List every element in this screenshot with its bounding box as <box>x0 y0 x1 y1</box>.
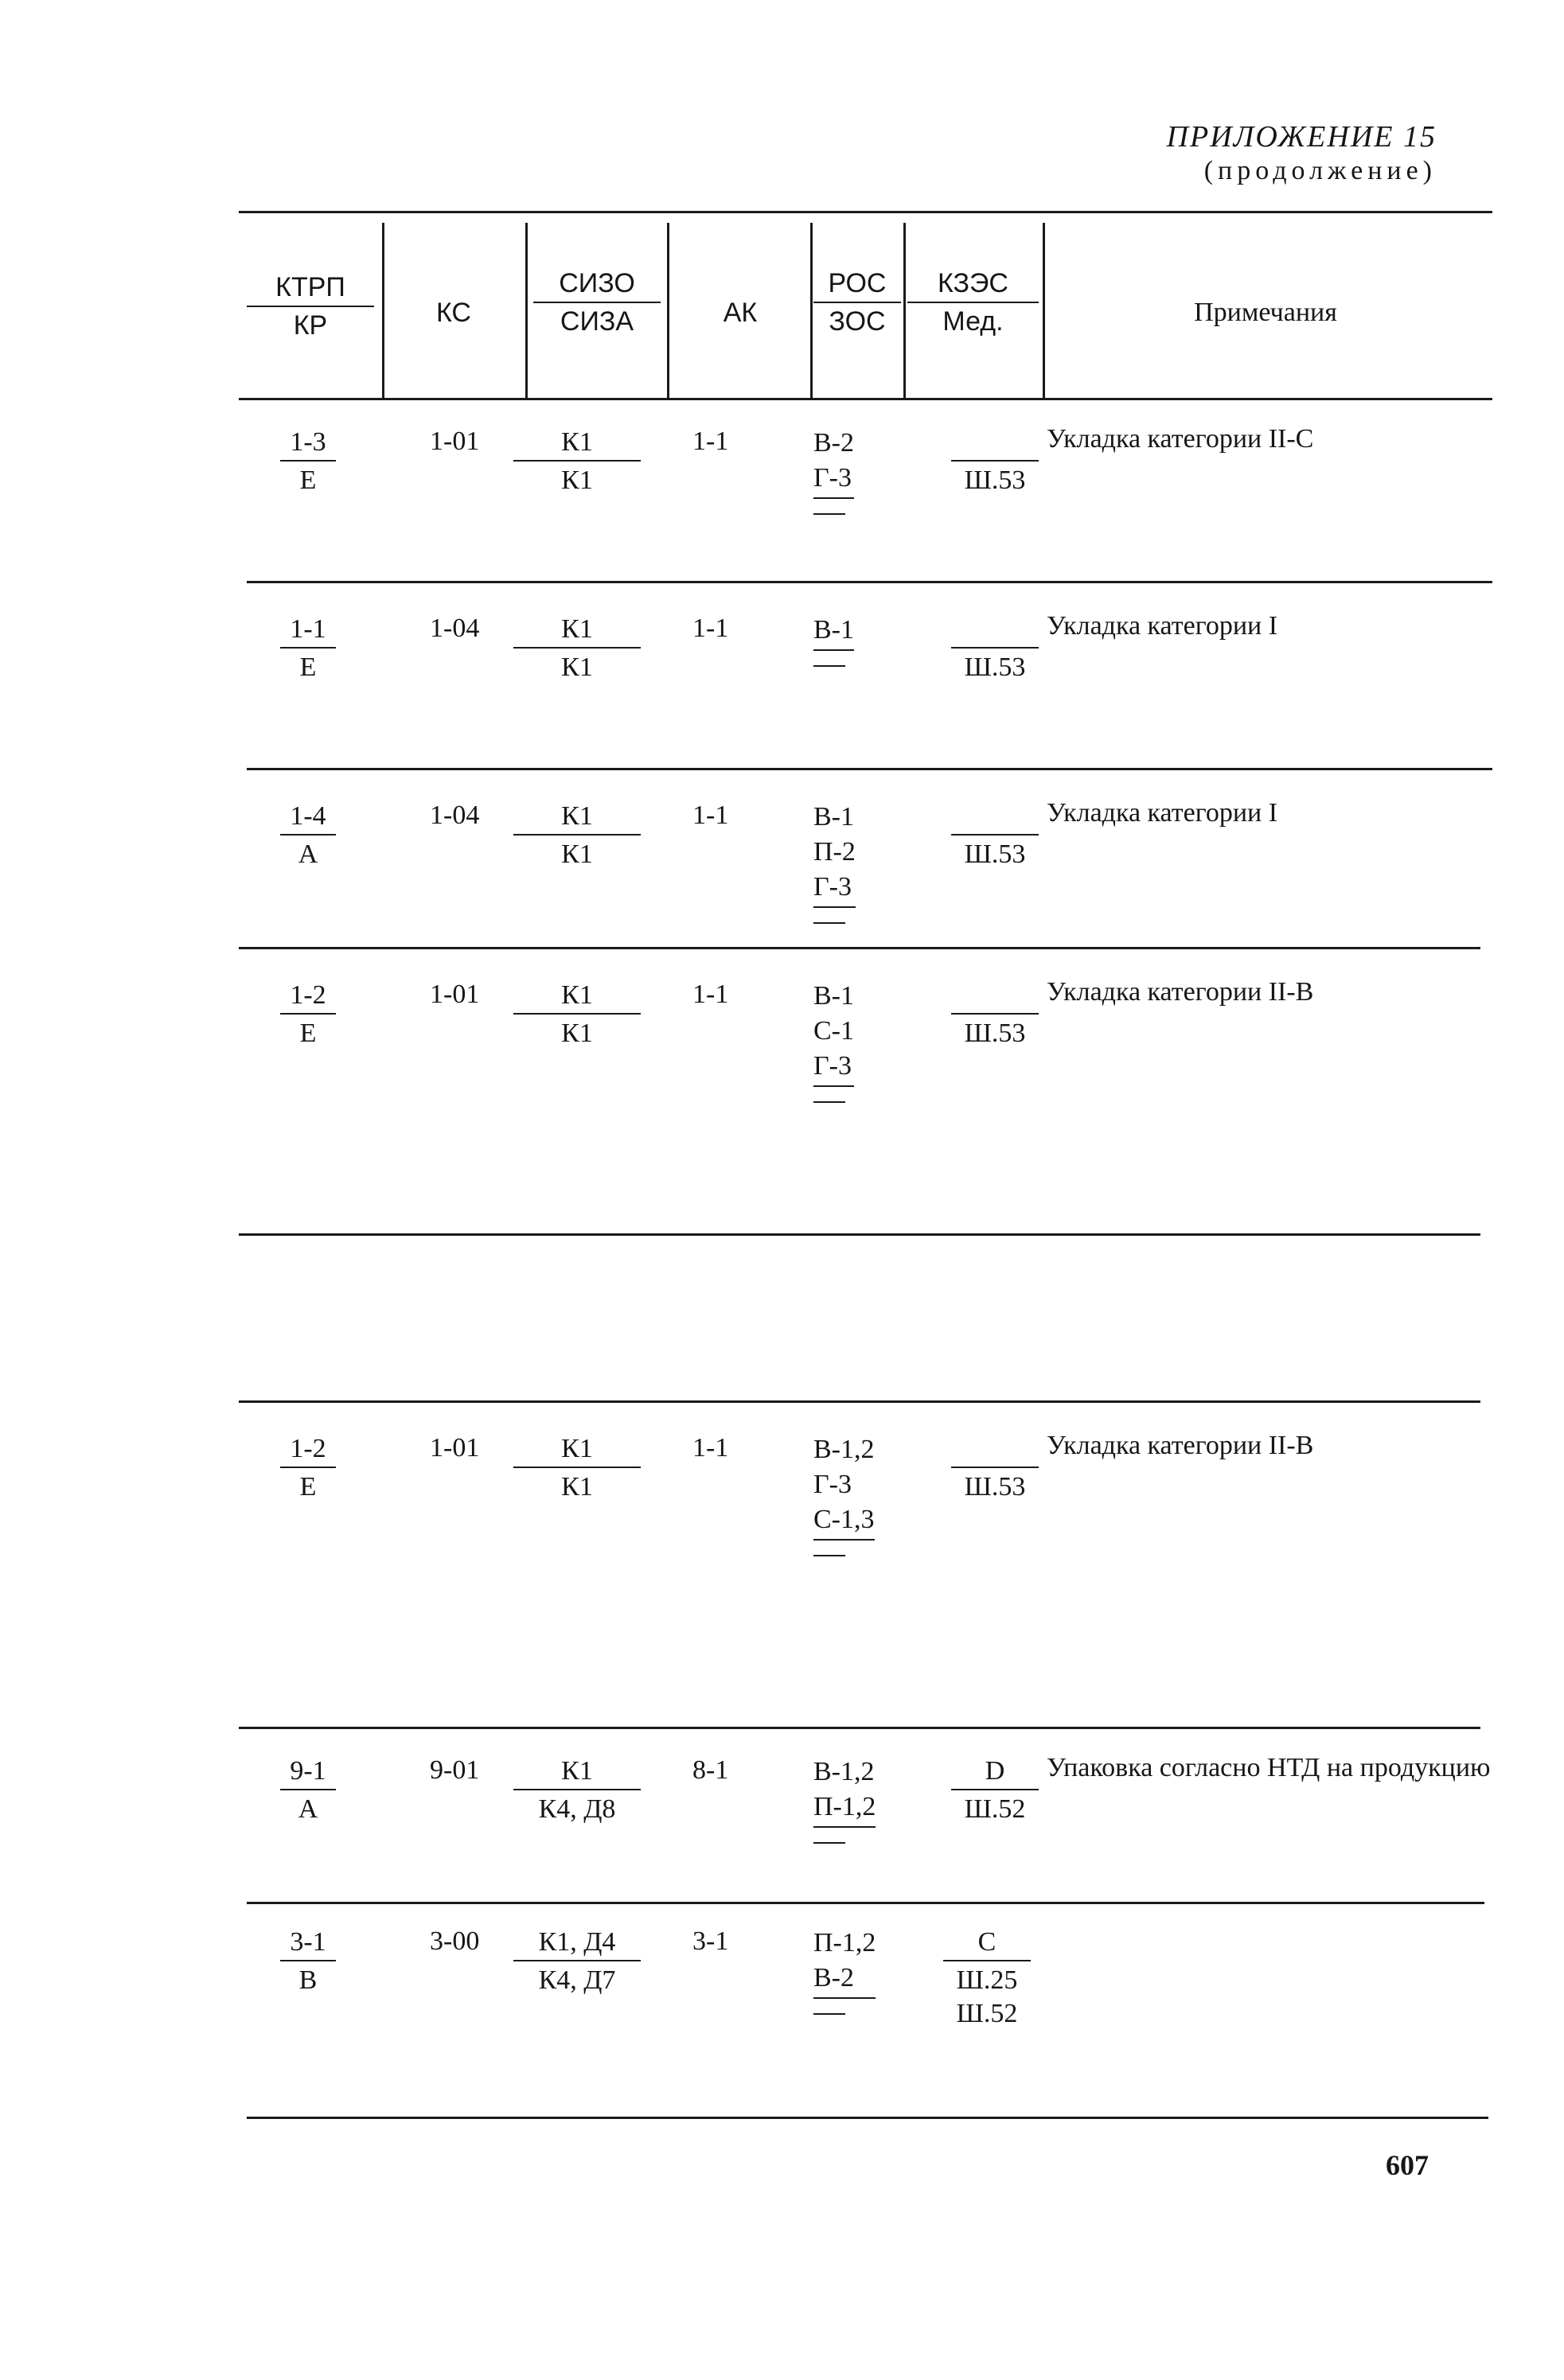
row6-kzes-med <box>951 1755 1039 1826</box>
row3-ktrp: 1-4 <box>290 801 326 831</box>
row2-kr: Е <box>299 652 317 682</box>
row1-ks: 1-01 <box>430 427 480 456</box>
row1-sizo-bar <box>513 460 641 462</box>
row7-kzes-med <box>943 1926 1031 2031</box>
row6-med: Ш.52 <box>964 1794 1026 1824</box>
row2-kzes-bar <box>951 647 1039 649</box>
row4-ktrp: 1-2 <box>290 980 326 1010</box>
row6-kzes-bar <box>951 1789 1039 1790</box>
row5-med: Ш.53 <box>964 1472 1026 1502</box>
row7-sizo-siza <box>513 1926 641 1997</box>
header-sizo-bar <box>533 302 661 303</box>
row3-siza: К1 <box>561 839 593 869</box>
header-ks: КС <box>436 298 471 328</box>
row4-kzes-med <box>951 979 1039 1050</box>
row5-zos-dash <box>813 1555 845 1556</box>
row5-ros-item: С-1,3 <box>813 1502 875 1541</box>
row6-kr: А <box>298 1794 318 1824</box>
row4-ros-item: С-1 <box>813 1016 854 1046</box>
row4-ros <box>813 979 854 1103</box>
row7-zos-dash <box>813 2013 845 2015</box>
row3-kzes <box>951 800 1039 833</box>
row2-ktrp-bar <box>280 647 336 649</box>
header-sizo: СИЗО <box>559 268 635 298</box>
row3-med: Ш.53 <box>964 839 1026 869</box>
row5-kzes-bar <box>951 1467 1039 1468</box>
row1-med: Ш.53 <box>964 465 1026 495</box>
row6-ktrp-kr <box>280 1755 336 1826</box>
row7-med: Ш.25 <box>956 1965 1018 1995</box>
row1-ak: 1-1 <box>692 427 729 456</box>
row5-ros-item: В-1,2 <box>813 1435 875 1464</box>
row7-med-2: Ш.52 <box>956 1999 1018 2028</box>
table-bottom-rule <box>247 2117 1488 2119</box>
header-ak: АК <box>723 298 758 328</box>
row1-kzes-bar <box>951 460 1039 462</box>
row7-ks: 3-00 <box>430 1926 480 1956</box>
row2-med: Ш.53 <box>964 652 1026 682</box>
row5-kr: Е <box>299 1472 317 1502</box>
row3-ros-item: П-2 <box>813 837 856 867</box>
page-number: 607 <box>1386 2149 1429 2181</box>
row7-siza: К4, Д7 <box>538 1965 616 1995</box>
row4-ak: 1-1 <box>692 980 729 1009</box>
header-sizo-siza <box>533 267 661 338</box>
header-bottom-rule <box>239 398 1492 400</box>
row3-zos-dash <box>813 922 845 924</box>
row2-ros <box>813 613 854 667</box>
row1-ros-item: Г-3 <box>813 461 854 499</box>
row7-kr: В <box>298 1965 318 1995</box>
row1-kr: Е <box>299 465 317 495</box>
row4-ros-item: В-1 <box>813 981 854 1011</box>
row2-ros-item: В-1 <box>813 613 854 651</box>
row4-ros-item: Г-3 <box>813 1049 854 1087</box>
row3-kzes-bar <box>951 834 1039 836</box>
header-kzes: КЗЭС <box>938 268 1008 298</box>
row1-siza: К1 <box>561 465 593 495</box>
row6-ros-item: П-1,2 <box>813 1790 876 1828</box>
header-notes: Примечания <box>1194 298 1337 327</box>
row4-ks: 1-01 <box>430 980 480 1009</box>
row7-ros-item: П-1,2 <box>813 1928 876 1957</box>
header-ros: РОС <box>828 268 887 298</box>
row1-ktrp-bar <box>280 460 336 462</box>
row-rule <box>239 947 1480 949</box>
row3-sizo: К1 <box>561 801 593 831</box>
row4-kzes <box>951 979 1039 1012</box>
row3-ktrp-bar <box>280 834 336 836</box>
row5-note: Укладка категории II-В <box>1047 1431 1314 1460</box>
row3-sizo-bar <box>513 834 641 836</box>
row4-ktrp-kr <box>280 979 336 1050</box>
header-siza: СИЗА <box>560 306 634 337</box>
row4-kzes-bar <box>951 1013 1039 1015</box>
row-rule <box>247 581 1492 583</box>
row1-zos-dash <box>813 513 845 515</box>
row5-sizo-siza <box>513 1432 641 1504</box>
row6-ros <box>813 1755 876 1844</box>
row7-ktrp-kr <box>280 1926 336 1997</box>
row7-sizo-bar <box>513 1960 641 1961</box>
row1-kzes-med <box>951 426 1039 497</box>
row6-ktrp-bar <box>280 1789 336 1790</box>
row5-ak: 1-1 <box>692 1433 729 1463</box>
row6-ak: 8-1 <box>692 1755 729 1785</box>
row2-siza: К1 <box>561 652 593 682</box>
row-rule <box>239 1727 1480 1729</box>
row6-sizo-bar <box>513 1789 641 1790</box>
row7-ktrp-bar <box>280 1960 336 1961</box>
row1-note: Укладка категории II-С <box>1047 424 1314 454</box>
col-divider-6 <box>1043 223 1045 399</box>
header-ktrp-bar <box>247 306 374 307</box>
row4-sizo: К1 <box>561 980 593 1010</box>
row3-kzes-med <box>951 800 1039 871</box>
col-divider-4 <box>810 223 813 399</box>
appendix-title: ПРИЛОЖЕНИЕ 15 <box>1166 120 1437 154</box>
row5-sizo: К1 <box>561 1434 593 1463</box>
appendix-subtitle: (продолжение) <box>1203 156 1437 185</box>
row7-kzes: С <box>977 1927 997 1957</box>
col-divider-2 <box>525 223 528 399</box>
row4-note: Укладка категории II-В <box>1047 977 1314 1007</box>
header-med: Мед. <box>942 306 1004 337</box>
row5-ros-item: Г-3 <box>813 1470 852 1499</box>
row6-sizo-siza <box>513 1755 641 1826</box>
row6-sizo: К1 <box>561 1756 593 1786</box>
row5-kzes-med <box>951 1432 1039 1504</box>
row7-ak: 3-1 <box>692 1926 729 1956</box>
header-ros-bar <box>813 302 901 303</box>
row-rule <box>239 1233 1480 1236</box>
row2-ak: 1-1 <box>692 614 729 643</box>
row-rule <box>239 1400 1480 1403</box>
col-divider-5 <box>903 223 906 399</box>
row3-kr: А <box>298 839 318 869</box>
row6-siza: К4, Д8 <box>538 1794 616 1824</box>
row1-ktrp: 1-3 <box>290 427 326 457</box>
row4-zos-dash <box>813 1101 845 1103</box>
row3-sizo-siza <box>513 800 641 871</box>
row1-ktrp-kr <box>280 426 336 497</box>
row4-med: Ш.53 <box>964 1019 1026 1048</box>
row3-ros <box>813 800 856 924</box>
row5-ktrp-bar <box>280 1467 336 1468</box>
row3-ros-item: Г-3 <box>813 870 856 908</box>
row2-sizo-siza <box>513 613 641 684</box>
row3-ktrp-kr <box>280 800 336 871</box>
row5-sizo-bar <box>513 1467 641 1468</box>
row6-kzes: D <box>985 1756 1005 1786</box>
row5-kzes <box>951 1432 1039 1466</box>
header-ktrp: КТРП <box>275 272 345 302</box>
row-rule <box>247 768 1492 770</box>
row4-siza: К1 <box>561 1019 593 1048</box>
row1-ros <box>813 426 854 515</box>
row2-kzes <box>951 613 1039 646</box>
row4-sizo-bar <box>513 1013 641 1015</box>
row1-ros-item: В-2 <box>813 428 854 458</box>
row7-sizo: К1, Д4 <box>538 1927 616 1957</box>
row2-zos-dash <box>813 665 845 667</box>
row1-sizo-siza <box>513 426 641 497</box>
row2-ks: 1-04 <box>430 614 480 643</box>
row5-ktrp-kr <box>280 1432 336 1504</box>
row4-sizo-siza <box>513 979 641 1050</box>
row5-ros <box>813 1432 875 1556</box>
row1-sizo: К1 <box>561 427 593 457</box>
col-divider-1 <box>382 223 384 399</box>
col-divider-3 <box>667 223 669 399</box>
row7-kzes-bar <box>943 1960 1031 1961</box>
header-ktrp-kr <box>247 271 374 342</box>
header-zos: ЗОС <box>829 306 886 337</box>
row7-ktrp: 3-1 <box>290 1927 326 1957</box>
row5-ks: 1-01 <box>430 1433 480 1463</box>
row3-ks: 1-04 <box>430 800 480 830</box>
header-kzes-bar <box>907 302 1039 303</box>
row7-ros <box>813 1926 876 2015</box>
row3-ak: 1-1 <box>692 800 729 830</box>
row4-kr: Е <box>299 1019 317 1048</box>
row4-ktrp-bar <box>280 1013 336 1015</box>
row2-kzes-med <box>951 613 1039 684</box>
row-rule <box>247 1902 1484 1904</box>
row6-note: Упаковка согласно НТД на продукцию <box>1047 1753 1491 1782</box>
row5-siza: К1 <box>561 1472 593 1502</box>
row7-ros-item: В-2 <box>813 1961 876 1999</box>
row2-ktrp-kr <box>280 613 336 684</box>
row2-note: Укладка категории I <box>1047 611 1278 641</box>
row2-sizo-bar <box>513 647 641 649</box>
row3-ros-item: В-1 <box>813 802 854 832</box>
table-top-rule <box>239 211 1492 213</box>
row5-ktrp: 1-2 <box>290 1434 326 1463</box>
row6-ros-item: В-1,2 <box>813 1757 875 1786</box>
row2-sizo: К1 <box>561 614 593 644</box>
row6-zos-dash <box>813 1842 845 1844</box>
row1-kzes <box>951 426 1039 459</box>
header-kr: КР <box>293 310 328 341</box>
header-kzes-med <box>907 267 1039 338</box>
row6-ks: 9-01 <box>430 1755 480 1785</box>
row3-note: Укладка категории I <box>1047 798 1278 828</box>
header-ros-zos <box>813 267 901 338</box>
row2-ktrp: 1-1 <box>290 614 326 644</box>
row6-ktrp: 9-1 <box>290 1756 326 1786</box>
